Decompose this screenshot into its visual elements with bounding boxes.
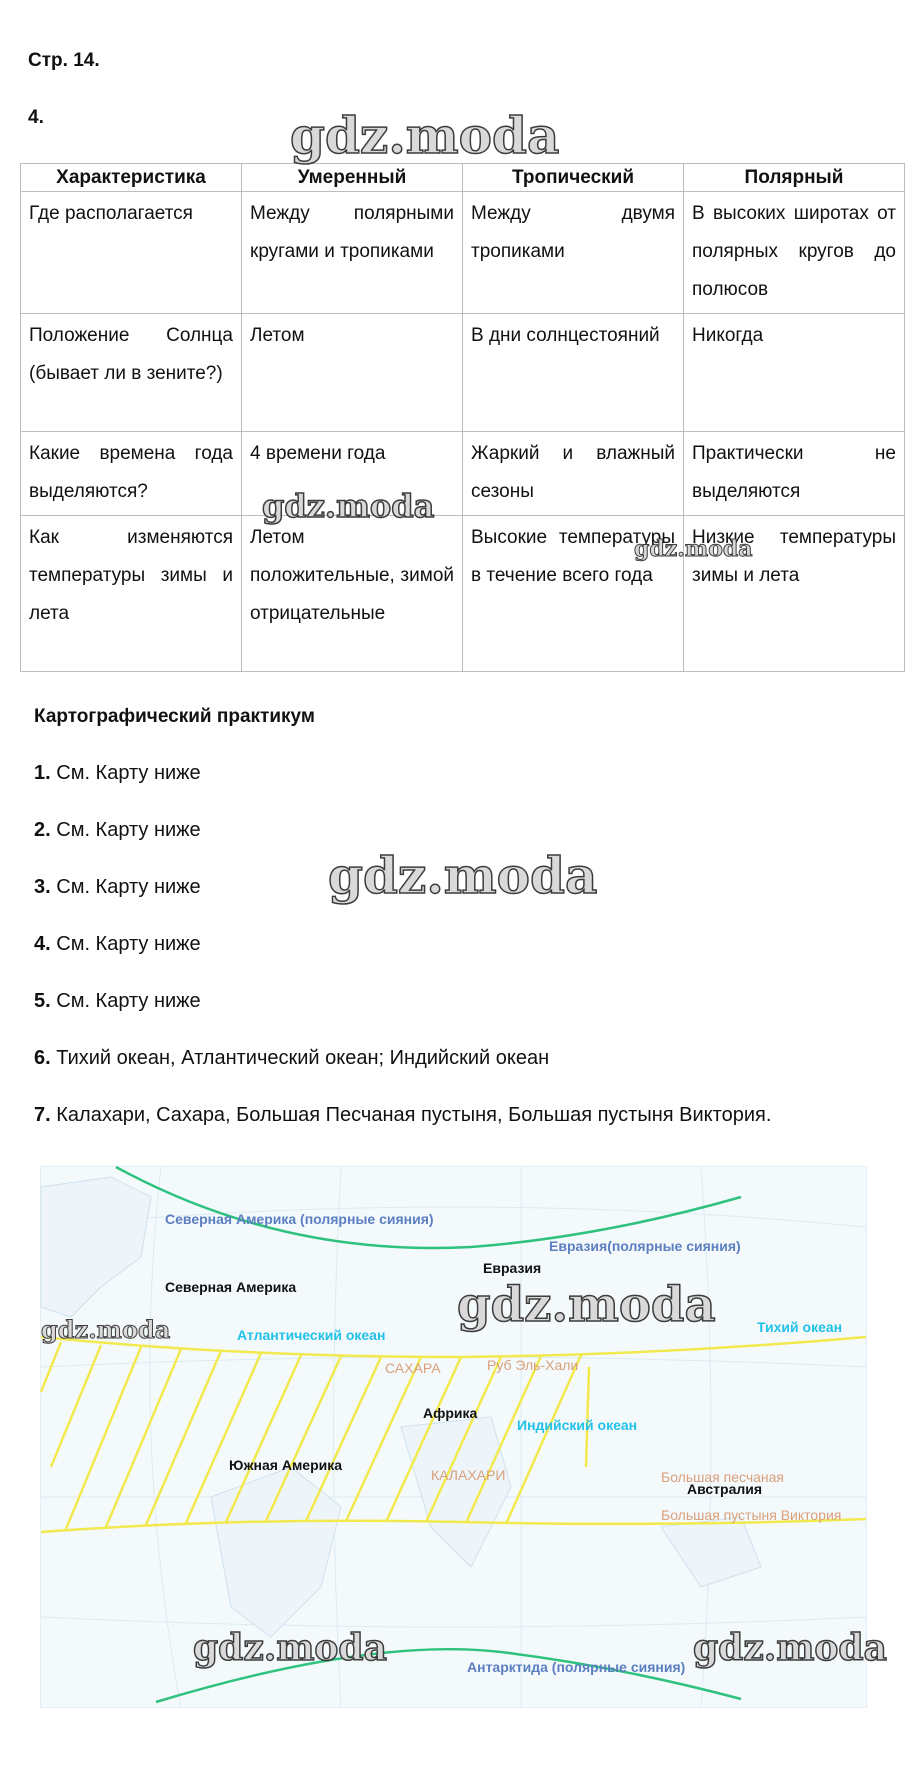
- table-cell: Какие времена года выделяются?: [21, 432, 242, 516]
- list-item: [34, 990, 201, 1013]
- label-atlantic-ocean: Атлантический океан: [237, 1327, 386, 1343]
- item-number: 1.: [34, 762, 51, 784]
- watermark: gdz.moda: [328, 846, 598, 905]
- list-item: [34, 762, 201, 785]
- item-number: 5.: [34, 990, 51, 1012]
- header-polar: Полярный: [684, 164, 905, 192]
- header-characteristic: Характеристика: [21, 164, 242, 192]
- world-map: [40, 1166, 887, 1708]
- watermark: gdz.moda: [290, 106, 560, 165]
- table-cell: Положение Солнца (бывает ли в зените?): [21, 314, 242, 432]
- label-north-america-aurora: Северная Америка (полярные сияния): [165, 1211, 434, 1227]
- list-item: [34, 819, 201, 842]
- table-row: [21, 314, 905, 432]
- label-sahara: САХАРА: [385, 1360, 441, 1376]
- item-text: См. Карту ниже: [56, 933, 201, 955]
- label-kalahari: КАЛАХАРИ: [431, 1467, 506, 1483]
- item-text: См. Карту ниже: [56, 819, 201, 841]
- label-victoria-desert: Большая пустыня Виктория: [661, 1507, 842, 1523]
- header-tropical: Тропический: [463, 164, 684, 192]
- header-temperate: Умеренный: [242, 164, 463, 192]
- table-cell: Где располагается: [21, 192, 242, 314]
- label-great-sandy: Большая песчаная: [661, 1469, 785, 1485]
- label-north-america: Северная Америка: [165, 1279, 297, 1295]
- label-pacific-ocean: Тихий океан: [757, 1319, 843, 1335]
- label-rub-al-khali: Руб Эль-Хали: [487, 1357, 579, 1373]
- list-item: [34, 1104, 771, 1127]
- item-number: 2.: [34, 819, 51, 841]
- watermark: gdz.moda: [457, 1277, 716, 1333]
- table-cell: Высокие температуры в течение всего года: [463, 516, 684, 672]
- label-indian-ocean: Индийский океан: [517, 1417, 638, 1433]
- item-text: Тихий океан, Атлантический океан; Индийский океан: [56, 1047, 550, 1069]
- label-eurasia: Евразия: [483, 1260, 542, 1276]
- table-cell: Низкие температуры зимы и лета: [684, 516, 905, 672]
- table-cell: Жаркий и влажный сезоны: [463, 432, 684, 516]
- table-cell: Как изменяются температуры зимы и лета: [21, 516, 242, 672]
- table-cell: 4 времени года: [242, 432, 463, 516]
- table-cell: Летом положительные, зимой отрицательные: [242, 516, 463, 672]
- table-row: [21, 432, 905, 516]
- watermark: gdz.moda: [693, 1627, 887, 1669]
- table-cell: В высоких широтах от полярных кругов до полюсов: [684, 192, 905, 314]
- label-australia: Австралия: [687, 1481, 763, 1497]
- list-item: [34, 933, 201, 956]
- table-row: [21, 516, 905, 672]
- page-reference: Стр. 14.: [28, 50, 100, 71]
- list-item: [34, 1047, 549, 1070]
- table-cell: Практически не выделяются: [684, 432, 905, 516]
- table-cell: Между полярными кругами и тропиками: [242, 192, 463, 314]
- list-item: [34, 876, 201, 899]
- watermark: gdz.moda: [41, 1315, 171, 1344]
- item-text: См. Карту ниже: [56, 990, 201, 1012]
- label-south-america: Южная Америка: [229, 1457, 343, 1473]
- practicum-title: Картографический практикум: [34, 706, 315, 727]
- watermark: gdz.moda: [193, 1627, 387, 1669]
- table-row: [21, 192, 905, 314]
- item-number: 7.: [34, 1104, 51, 1126]
- item-text: См. Карту ниже: [56, 762, 201, 784]
- watermark: gdz.moda: [634, 536, 753, 562]
- climate-zones-table: [20, 163, 905, 672]
- item-number: 4.: [34, 933, 51, 955]
- table-cell: В дни солнцестояний: [463, 314, 684, 432]
- item-text: Калахари, Сахара, Большая Песчаная пустыня, Большая пустыня Виктория.: [56, 1104, 772, 1126]
- table-cell: Летом: [242, 314, 463, 432]
- item-number: 6.: [34, 1047, 51, 1069]
- item-number: 3.: [34, 876, 51, 898]
- label-eurasia-aurora: Евразия(полярные сияния): [549, 1238, 741, 1254]
- watermark: gdz.moda: [262, 487, 435, 525]
- label-antarctica-aurora: Антарктида (полярные сияния): [467, 1659, 686, 1675]
- task-number: 4.: [28, 107, 44, 128]
- map-graphics: [41, 1167, 866, 1707]
- table-cell: Между двумя тропиками: [463, 192, 684, 314]
- table-header-row: [21, 164, 905, 192]
- label-africa: Африка: [423, 1405, 478, 1421]
- item-text: См. Карту ниже: [56, 876, 201, 898]
- table-cell: Никогда: [684, 314, 905, 432]
